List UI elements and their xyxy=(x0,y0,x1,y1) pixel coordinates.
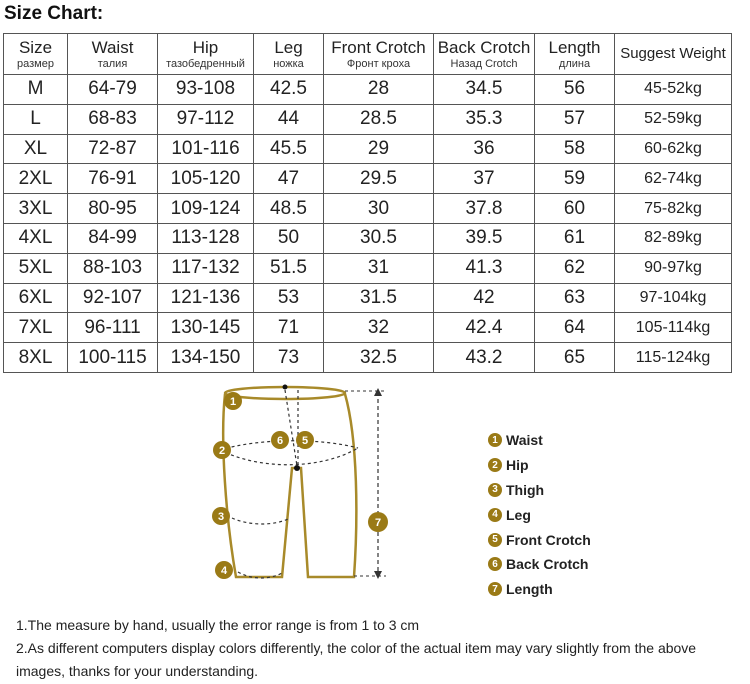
cell-waist: 68-83 xyxy=(68,104,158,134)
svg-text:2: 2 xyxy=(218,445,226,457)
table-row xyxy=(4,253,732,283)
number-4-icon: 4 xyxy=(488,508,502,522)
cell-leg: 51.5 xyxy=(254,253,324,283)
cell-length: 58 xyxy=(535,134,615,164)
cell-length: 62 xyxy=(535,253,615,283)
header-waist: Waist талия xyxy=(68,34,158,75)
cell-size: XL xyxy=(4,134,68,164)
number-3-icon: 3 xyxy=(488,483,502,497)
table-row xyxy=(4,164,732,194)
cell-hip: 93-108 xyxy=(158,75,254,105)
number-2-icon: 2 xyxy=(488,458,502,472)
cell-front-crotch: 28 xyxy=(324,75,434,105)
cell-size: 3XL xyxy=(4,194,68,224)
note-color-variance: 2.As different computers display colors differently, the color of the actual item may vary slightly from the above images, thanks for your understanding. xyxy=(16,640,697,679)
table-row xyxy=(4,313,732,343)
marker-5-icon xyxy=(296,431,314,449)
cell-front-crotch: 31 xyxy=(324,253,434,283)
cell-length: 61 xyxy=(535,223,615,253)
cell-waist: 72-87 xyxy=(68,134,158,164)
header-leg: Leg ножка xyxy=(254,34,324,75)
cell-hip: 105-120 xyxy=(158,164,254,194)
table-row xyxy=(4,75,732,105)
marker-6-icon xyxy=(271,431,289,449)
cell-waist: 76-91 xyxy=(68,164,158,194)
cell-suggest-weight: 62-74kg xyxy=(615,164,732,194)
legend-label: Front Crotch xyxy=(506,531,591,548)
legend-item-length xyxy=(488,577,591,602)
cell-suggest-weight: 90-97kg xyxy=(615,253,732,283)
number-5-icon: 5 xyxy=(488,533,502,547)
table-header-row xyxy=(4,34,732,75)
svg-text:3: 3 xyxy=(217,511,225,523)
legend-item-front-crotch xyxy=(488,527,591,552)
header-suggest-weight: Suggest Weight xyxy=(615,34,732,75)
legend-label: Leg xyxy=(506,506,531,523)
cell-size: M xyxy=(4,75,68,105)
cell-suggest-weight: 52-59kg xyxy=(615,104,732,134)
svg-text:6: 6 xyxy=(276,435,284,447)
cell-leg: 42.5 xyxy=(254,75,324,105)
number-1-icon: 1 xyxy=(488,433,502,447)
table-row xyxy=(4,104,732,134)
cell-back-crotch: 43.2 xyxy=(434,343,535,373)
cell-back-crotch: 36 xyxy=(434,134,535,164)
cell-leg: 53 xyxy=(254,283,324,313)
cell-length: 57 xyxy=(535,104,615,134)
cell-size: 7XL xyxy=(4,313,68,343)
cell-leg: 44 xyxy=(254,104,324,134)
cell-waist: 92-107 xyxy=(68,283,158,313)
length-arrow-top xyxy=(374,388,382,396)
legend-item-back-crotch xyxy=(488,552,591,577)
cell-back-crotch: 34.5 xyxy=(434,75,535,105)
cell-waist: 80-95 xyxy=(68,194,158,224)
cell-leg: 48.5 xyxy=(254,194,324,224)
svg-text:4: 4 xyxy=(220,565,228,577)
cell-back-crotch: 42.4 xyxy=(434,313,535,343)
svg-text:1: 1 xyxy=(229,396,237,408)
cell-leg: 71 xyxy=(254,313,324,343)
legend-item-waist xyxy=(488,428,591,453)
cell-leg: 50 xyxy=(254,223,324,253)
marker-4-icon xyxy=(215,561,233,579)
cell-size: 2XL xyxy=(4,164,68,194)
cell-leg: 73 xyxy=(254,343,324,373)
cell-length: 56 xyxy=(535,75,615,105)
cell-hip: 134-150 xyxy=(158,343,254,373)
cell-front-crotch: 32 xyxy=(324,313,434,343)
cell-length: 65 xyxy=(535,343,615,373)
cell-front-crotch: 28.5 xyxy=(324,104,434,134)
cell-suggest-weight: 97-104kg xyxy=(615,283,732,313)
table-row xyxy=(4,223,732,253)
legend-label: Thigh xyxy=(506,481,545,498)
cell-hip: 117-132 xyxy=(158,253,254,283)
header-length: Length длина xyxy=(535,34,615,75)
header-front-crotch: Front Crotch Фронт кроха xyxy=(324,34,434,75)
cell-front-crotch: 32.5 xyxy=(324,343,434,373)
cell-suggest-weight: 60-62kg xyxy=(615,134,732,164)
pants-diagram xyxy=(200,380,420,590)
cell-size: 6XL xyxy=(4,283,68,313)
cell-suggest-weight: 115-124kg xyxy=(615,343,732,373)
cell-back-crotch: 37 xyxy=(434,164,535,194)
cell-size: 5XL xyxy=(4,253,68,283)
waist-point xyxy=(283,385,288,390)
legend-label: Length xyxy=(506,581,553,598)
cell-length: 60 xyxy=(535,194,615,224)
cell-hip: 97-112 xyxy=(158,104,254,134)
header-back-crotch: Back Crotch Назад Crotch xyxy=(434,34,535,75)
cell-hip: 121-136 xyxy=(158,283,254,313)
cell-front-crotch: 29 xyxy=(324,134,434,164)
table-row xyxy=(4,343,732,373)
cell-front-crotch: 30 xyxy=(324,194,434,224)
hip-measure-line xyxy=(220,448,358,465)
cell-hip: 101-116 xyxy=(158,134,254,164)
page-title: Size Chart: xyxy=(4,3,104,24)
cell-suggest-weight: 75-82kg xyxy=(615,194,732,224)
back-crotch-line xyxy=(285,390,297,466)
table-row xyxy=(4,283,732,313)
legend-label: Waist xyxy=(506,432,543,449)
cell-front-crotch: 31.5 xyxy=(324,283,434,313)
cell-back-crotch: 37.8 xyxy=(434,194,535,224)
cell-size: L xyxy=(4,104,68,134)
note-measure-error: 1.The measure by hand, usually the error range is from 1 to 3 cm xyxy=(16,617,420,633)
number-7-icon: 7 xyxy=(488,582,502,596)
size-chart-table xyxy=(3,33,732,373)
number-6-icon: 6 xyxy=(488,557,502,571)
notes xyxy=(16,614,736,683)
cell-waist: 88-103 xyxy=(68,253,158,283)
thigh-measure-line xyxy=(232,518,290,524)
table-row xyxy=(4,134,732,164)
measurement-legend xyxy=(488,428,591,602)
legend-item-hip xyxy=(488,453,591,478)
svg-text:5: 5 xyxy=(301,435,309,447)
header-size: Size размер xyxy=(4,34,68,75)
cell-front-crotch: 29.5 xyxy=(324,164,434,194)
legend-label: Hip xyxy=(506,457,529,474)
cell-back-crotch: 41.3 xyxy=(434,253,535,283)
cell-front-crotch: 30.5 xyxy=(324,223,434,253)
cell-hip: 109-124 xyxy=(158,194,254,224)
marker-7-icon xyxy=(368,512,388,532)
cell-length: 59 xyxy=(535,164,615,194)
cell-hip: 113-128 xyxy=(158,223,254,253)
cell-waist: 84-99 xyxy=(68,223,158,253)
cell-size: 4XL xyxy=(4,223,68,253)
cell-size: 8XL xyxy=(4,343,68,373)
cell-hip: 130-145 xyxy=(158,313,254,343)
length-arrow-bottom xyxy=(374,571,382,579)
legend-item-thigh xyxy=(488,478,591,503)
cell-length: 64 xyxy=(535,313,615,343)
table-row xyxy=(4,194,732,224)
marker-3-icon xyxy=(212,507,230,525)
marker-1-icon xyxy=(224,392,242,410)
cell-suggest-weight: 105-114kg xyxy=(615,313,732,343)
marker-2-icon xyxy=(213,441,231,459)
legend-label: Back Crotch xyxy=(506,556,589,573)
cell-leg: 45.5 xyxy=(254,134,324,164)
cell-back-crotch: 39.5 xyxy=(434,223,535,253)
table-body xyxy=(4,75,732,373)
cell-waist: 100-115 xyxy=(68,343,158,373)
svg-text:7: 7 xyxy=(374,517,382,529)
cell-suggest-weight: 45-52kg xyxy=(615,75,732,105)
hip-measure-back xyxy=(220,441,358,450)
header-hip: Hip тазобедренный xyxy=(158,34,254,75)
cell-back-crotch: 42 xyxy=(434,283,535,313)
cell-waist: 64-79 xyxy=(68,75,158,105)
cell-leg: 47 xyxy=(254,164,324,194)
crotch-point xyxy=(294,465,300,471)
legend-item-leg xyxy=(488,502,591,527)
cell-waist: 96-111 xyxy=(68,313,158,343)
cell-length: 63 xyxy=(535,283,615,313)
cell-back-crotch: 35.3 xyxy=(434,104,535,134)
cell-suggest-weight: 82-89kg xyxy=(615,223,732,253)
